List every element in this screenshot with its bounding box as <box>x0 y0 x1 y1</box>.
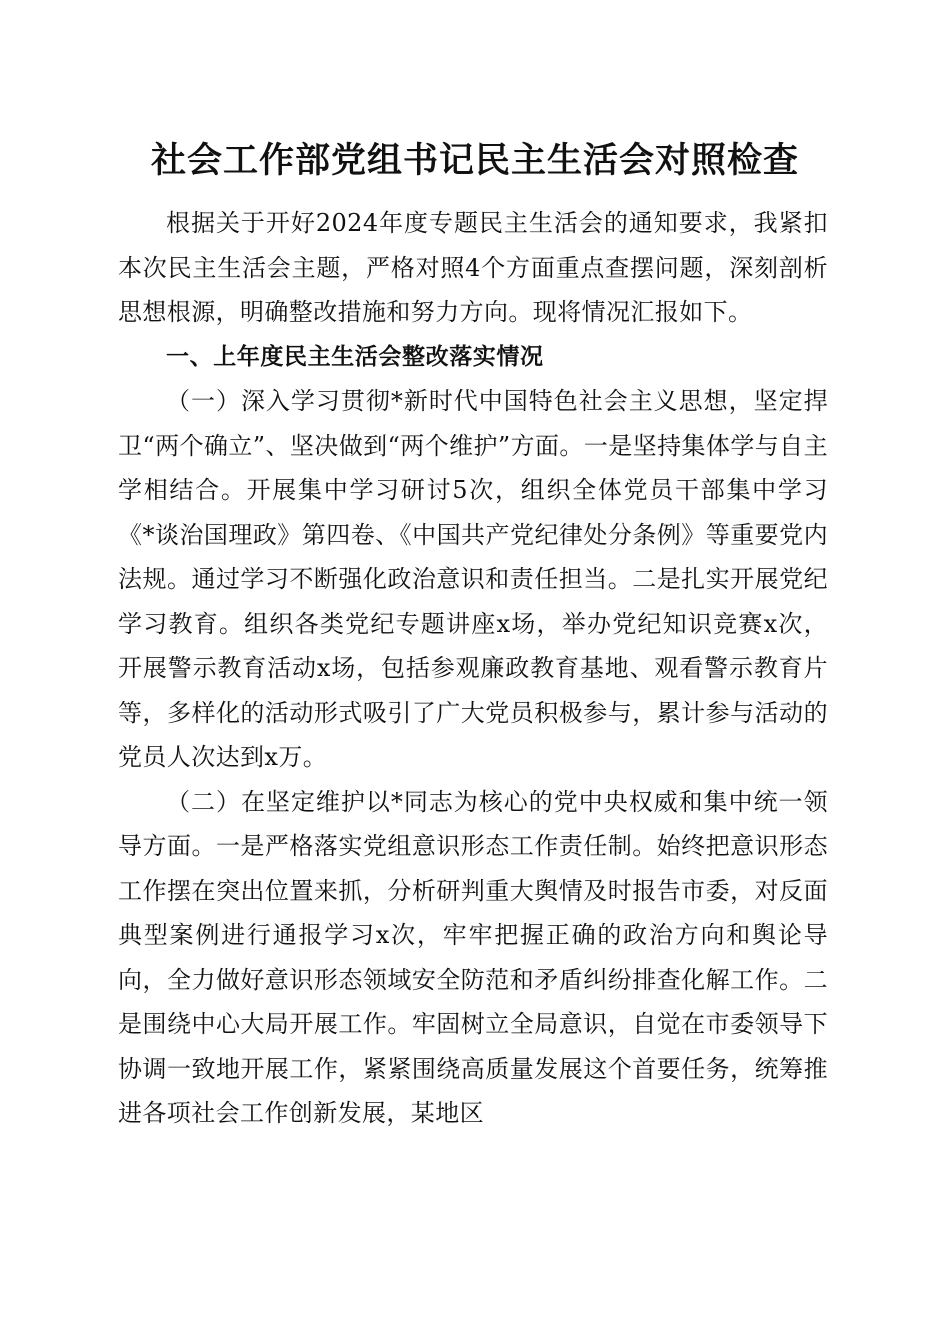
paragraph-1: （一）深入学习贯彻*新时代中国特色社会主义思想，坚定捍卫“两个确立”、坚决做到“两个维护”方面。一是坚持集体学与自主学相结合。开展集中学习研讨5次，组织全体党员干部集中学习《*谈治国理政》第四卷、《中国共产党纪律处分条例》等重要党内法规。通过学习不断强化政治意识和责任担当。二是扎实开展党纪学习教育。组织各类党纪专题讲座x场，举办党纪知识竞赛x次，开展警示教育活动x场，包括参观廉政教育基地、观看警示教育片等，多样化的活动形式吸引了广大党员积极参与，累计参与活动的党员人次达到x万。 <box>118 387 828 771</box>
section-heading: 一、上年度民主生活会整改落实情况 <box>166 343 544 370</box>
document-body <box>118 201 828 1136</box>
paragraph-2: （二）在坚定维护以*同志为核心的党中央权威和集中统一领导方面。一是严格落实党组意识形态工作责任制。始终把意识形态工作摆在突出位置来抓，分析研判重大舆情及时报告市委，对反面典型案例进行通报学习x次，牢牢把握正确的政治方向和舆论导向，全力做好意识形态领域安全防范和矛盾纠纷排查化解工作。二是围绕中心大局开展工作。牢固树立全局意识，自觉在市委领导下协调一致地开展工作，紧紧围绕高质量发展这个首要任务，统筹推进各项社会工作创新发展，某地区 <box>118 787 828 1127</box>
intro-paragraph: 根据关于开好2024年度专题民主生活会的通知要求，我紧扣本次民主生活会主题，严格对照4个方面重点查摆问题，深刻剖析思想根源，明确整改措施和努力方向。现将情况汇报如下。 <box>118 209 828 326</box>
document-title: 社会工作部党组书记民主生活会对照检查 <box>150 141 799 181</box>
